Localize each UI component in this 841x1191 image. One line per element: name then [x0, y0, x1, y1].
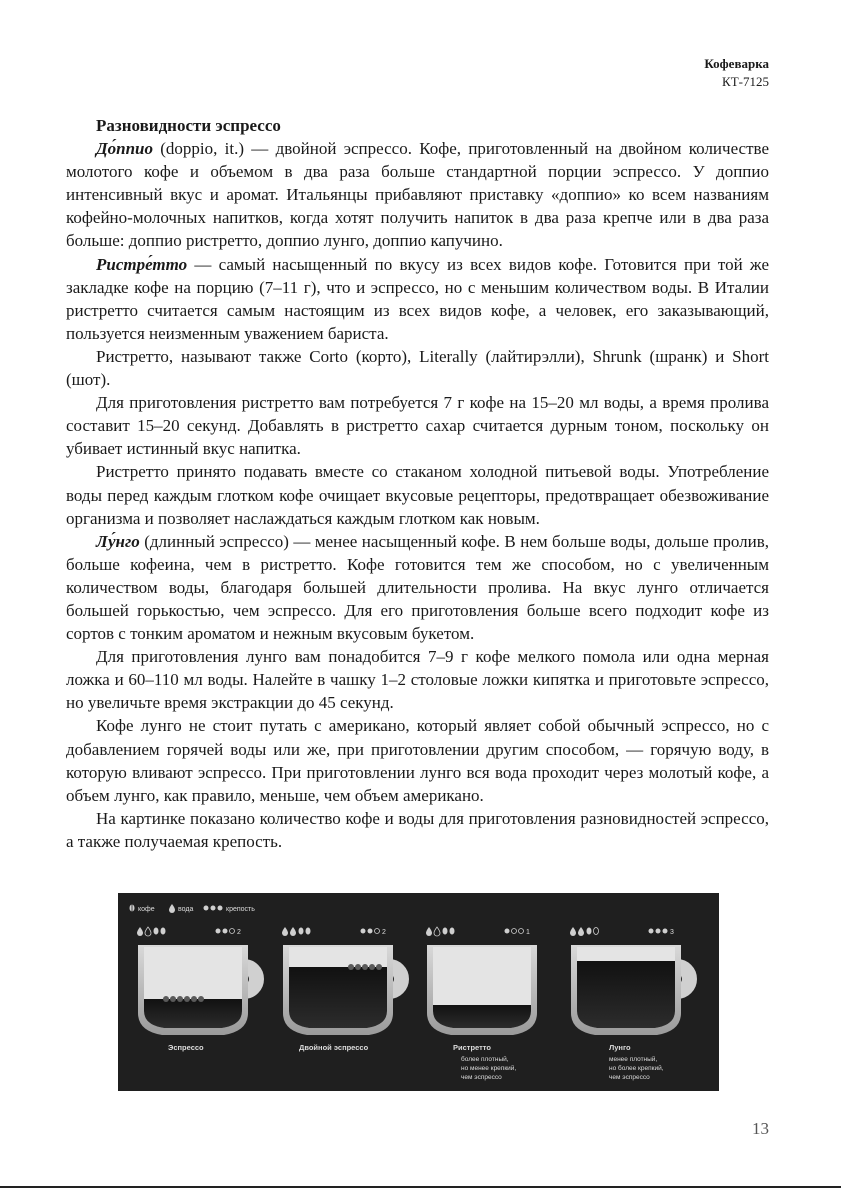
header-title: Кофеварка	[704, 56, 769, 71]
cup-espresso-strength-dots	[216, 929, 242, 937]
cup-ristretto-strength-dots	[505, 929, 531, 937]
cups-illustration	[118, 893, 719, 1091]
cup-ristretto-label: Ристретто	[453, 1043, 491, 1052]
cup-ristretto-ingredient-icons	[426, 927, 455, 936]
cup-espresso	[137, 927, 260, 1052]
espresso-cups-figure	[118, 893, 719, 1091]
cup-double-espresso-strength: 2	[382, 929, 386, 936]
header-model: КТ-7125	[722, 74, 769, 89]
cup-lungo-ingredient-icons	[570, 927, 599, 936]
paragraph-ristretto-recipe: Для приготовления ристретто вам потребуется 7 г кофе на 15–20 мл воды, а время пролива составит 15–20 секунд. Добавлять в ристретто сахар считается дурным тоном, поскольку он убивает истинный вкус напитка.	[66, 393, 769, 459]
page-number: 13	[752, 1119, 769, 1138]
paragraph-lungo-recipe: Для приготовления лунго вам понадобится 7–9 г кофе мелкого помола или одна мерная ложка и 60–110 мл воды. Налейте в чашку 1–2 столовые ложки кипятка и приготовьте эспрессо, но увеличьте время экстракции до 45 секунд.	[66, 647, 769, 713]
strength-dots-icon	[204, 906, 223, 911]
cup-espresso-coffee	[144, 999, 242, 1028]
doppio-text: (doppio, it.) — двойной эспрессо. Кофе, приготовленный на двойном количестве молотого кофе и объемом в два раза больше стандартной порции эспрессо. У доппио интенсивный вкус и аромат. Итальянцы прибавляют приставку «доппио» ко всем названиям кофейно-молочных напитков, когда хотят получить напиток в два раза крепче или в два раза больше: доппио ристретто, доппио лунго, доппио капучино.	[66, 139, 769, 251]
cup-ristretto-note-1: более плотный,	[461, 1056, 509, 1063]
cup-lungo-label: Лунго	[609, 1043, 631, 1052]
cup-double-espresso-strength-dots	[361, 929, 387, 937]
cup-ristretto	[426, 927, 537, 1081]
section-title: Разновидности эспрессо	[96, 116, 281, 135]
page-bottom-rule	[0, 1186, 841, 1188]
water-drop-icon	[169, 904, 175, 913]
cup-ristretto-note-2: но менее крепкий,	[461, 1065, 517, 1072]
cup-lungo-note-1: менее плотный,	[609, 1056, 658, 1063]
term-doppio: До́ппио	[96, 139, 153, 159]
coffee-bean-icon	[130, 905, 135, 912]
term-lungo: Лу́нго	[96, 531, 140, 551]
paragraph-doppio	[66, 137, 769, 252]
cup-double-espresso-ingredient-icons	[282, 927, 311, 936]
legend-strength: крепость	[226, 906, 255, 913]
term-ristretto: Ристре́тто	[96, 254, 188, 274]
paragraph-lungo	[66, 530, 769, 645]
cup-espresso-strength: 2	[237, 929, 241, 936]
cup-lungo-strength-dots	[649, 929, 675, 937]
paragraph-ristretto-serving: Ристретто принято подавать вместе со стаканом холодной питьевой воды. Употребление воды перед каждым глотком кофе очищает вкусовые рецепторы, предотвращает обезвоживание организма и позволяет наслаждаться каждым глотком как новым.	[66, 462, 769, 528]
cup-ristretto-strength: 1	[526, 929, 530, 936]
cup-lungo	[570, 927, 693, 1081]
cup-espresso-label: Эспрессо	[168, 1043, 204, 1052]
legend-water: вода	[178, 906, 194, 913]
cup-double-espresso-coffee	[289, 967, 387, 1028]
cup-lungo-note-2: но более крепкий,	[609, 1065, 664, 1072]
paragraph-ristretto-names: Ристретто, называют также Corto (корто), Literally (лайтирэлли), Shrunk (шранк) и Short (шот).	[66, 346, 769, 390]
lungo-text: (длинный эспрессо) — менее насыщенный кофе. В нем больше воды, дольше пролив, больше кофеина, чем в ристретто. Кофе готовится тем же способом, но с увеличенным количеством воды, благодаря большей длительности пролива. На вкус лунго отличается большей горькостью, чем эспрессо. Для его приготовления больше всего подходит кофе из сортов с тонким ароматом и нежным вкусовым букетом.	[66, 531, 769, 644]
paragraph-picture-note: На картинке показано количество кофе и воды для приготовления разновидностей эспрессо, а также получаемая крепость.	[66, 808, 769, 851]
ristretto-text: — самый насыщенный по вкусу из всех видов кофе. Готовится при той же закладке кофе на порцию (7–11 г), что и эспрессо, но с меньшим количеством воды. В Италии ристретто считается самым настоящим из всех видов кофе, а человек, его заказывающий, пользуется неизменным уважением бариста.	[66, 254, 769, 343]
figure-legend	[130, 904, 256, 913]
cup-lungo-strength: 3	[670, 929, 674, 936]
paragraph-ristretto	[66, 253, 769, 345]
running-header	[704, 55, 769, 91]
cup-ristretto-coffee	[433, 1005, 531, 1028]
cup-double-espresso-label: Двойной эспрессо	[299, 1043, 369, 1052]
cup-lungo-coffee	[577, 961, 675, 1028]
legend-coffee: кофе	[138, 906, 155, 913]
cup-double-espresso	[282, 927, 405, 1052]
paragraph-lungo-vs-americano: Кофе лунго не стоит путать с американо, который являет собой обычный эспрессо, но с добавлением горячей воды или же, при приготовлении другим способом, — горячую воду, в которую вливают эспрессо. При приготовлении лунго вся вода проходит через молотый кофе, а объем лунго, как правило, меньше, чем объем американо.	[66, 716, 769, 805]
cup-lungo-note-3: чем эспрессо	[609, 1074, 650, 1081]
article-body	[66, 114, 769, 853]
cup-espresso-ingredient-icons	[137, 927, 166, 936]
cup-ristretto-note-3: чем эспрессо	[461, 1074, 502, 1081]
